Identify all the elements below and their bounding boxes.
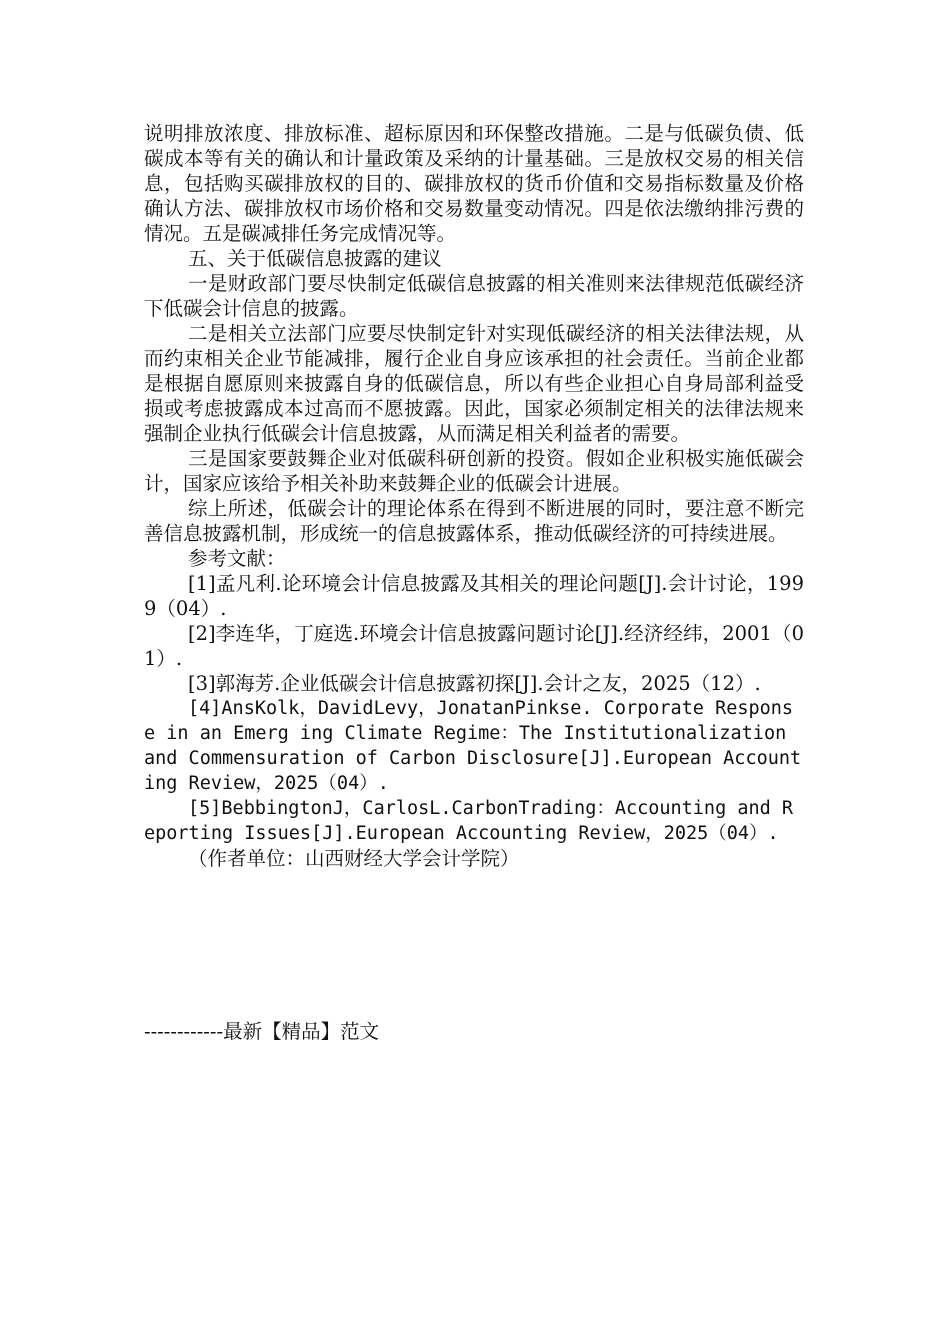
author-unit: （作者单位：山西财经大学会计学院） — [188, 847, 520, 870]
paragraph: 二是相关立法部门应要尽快制定针对实现低碳经济的相关法律法规，从而约束相关企业节能减排，履行企业自身应该承担的社会责任。当前企业都是根据自愿原则来披露自身的低碳信息，所以有些企业担心自身局部利益受损或考虑披露成本过高而不愿披露。因此，国家必须制定相关的法律法规来强制企业执行低碳会计信息披露，从而满足相关利益者的需要。 — [144, 322, 804, 445]
reference-item: [5]BebbingtonJ，CarlosL.CarbonTrading：Accounting and Reporting Issues[J].European Accounting Review，2025（04）. — [144, 798, 794, 844]
paragraph: 说明排放浓度、排放标准、超标原因和环保整改措施。二是与低碳负债、低碳成本等有关的确认和计量政策及采纳的计量基础。三是放权交易的相关信息，包括购买碳排放权的目的、碳排放权的货币价值和交易指标数量及价格确认方法、碳排放权市场价格和交易数量变动情况。四是依法缴纳排污费的情况。五是碳减排任务完成情况等。 — [144, 122, 804, 245]
paragraph: 综上所述，低碳会计的理论体系在得到不断进展的同时，要注意不断完善信息披露机制，形成统一的信息披露体系，推动低碳经济的可持续进展。 — [144, 497, 804, 545]
reference-item: [4]AnsKolk，DavidLevy，JonatanPinkse. Corporate Response in an Emerg ing Climate Regime：The Institutionalization and Commensuration of Carbon Disclosure[J].European Accounting Review，2025（04）. — [144, 698, 802, 794]
reference-item: [2]李连华，丁庭选.环境会计信息披露问题讨论[J].经济经纬，2001（01）. — [144, 622, 804, 670]
reference-item: [1]孟凡利.论环境会计信息披露及其相关的理论问题[J].会计讨论，1999（04）. — [144, 572, 804, 620]
section-heading: 五、关于低碳信息披露的建议 — [188, 247, 442, 270]
reference-item: [3]郭海芳.企业低碳会计信息披露初探[J].会计之友，2025（12）. — [188, 672, 761, 695]
references-heading: 参考文献： — [188, 547, 286, 570]
paragraph: 一是财政部门要尽快制定低碳信息披露的相关准则来法律规范低碳经济下低碳会计信息的披露。 — [144, 272, 804, 320]
document-body — [144, 121, 804, 871]
paragraph: 三是国家要鼓舞企业对低碳科研创新的投资。假如企业积极实施低碳会计，国家应该给予相关补助来鼓舞企业的低碳会计进展。 — [144, 447, 804, 495]
footer-text: ------------最新【精品】范文 — [144, 1020, 380, 1043]
